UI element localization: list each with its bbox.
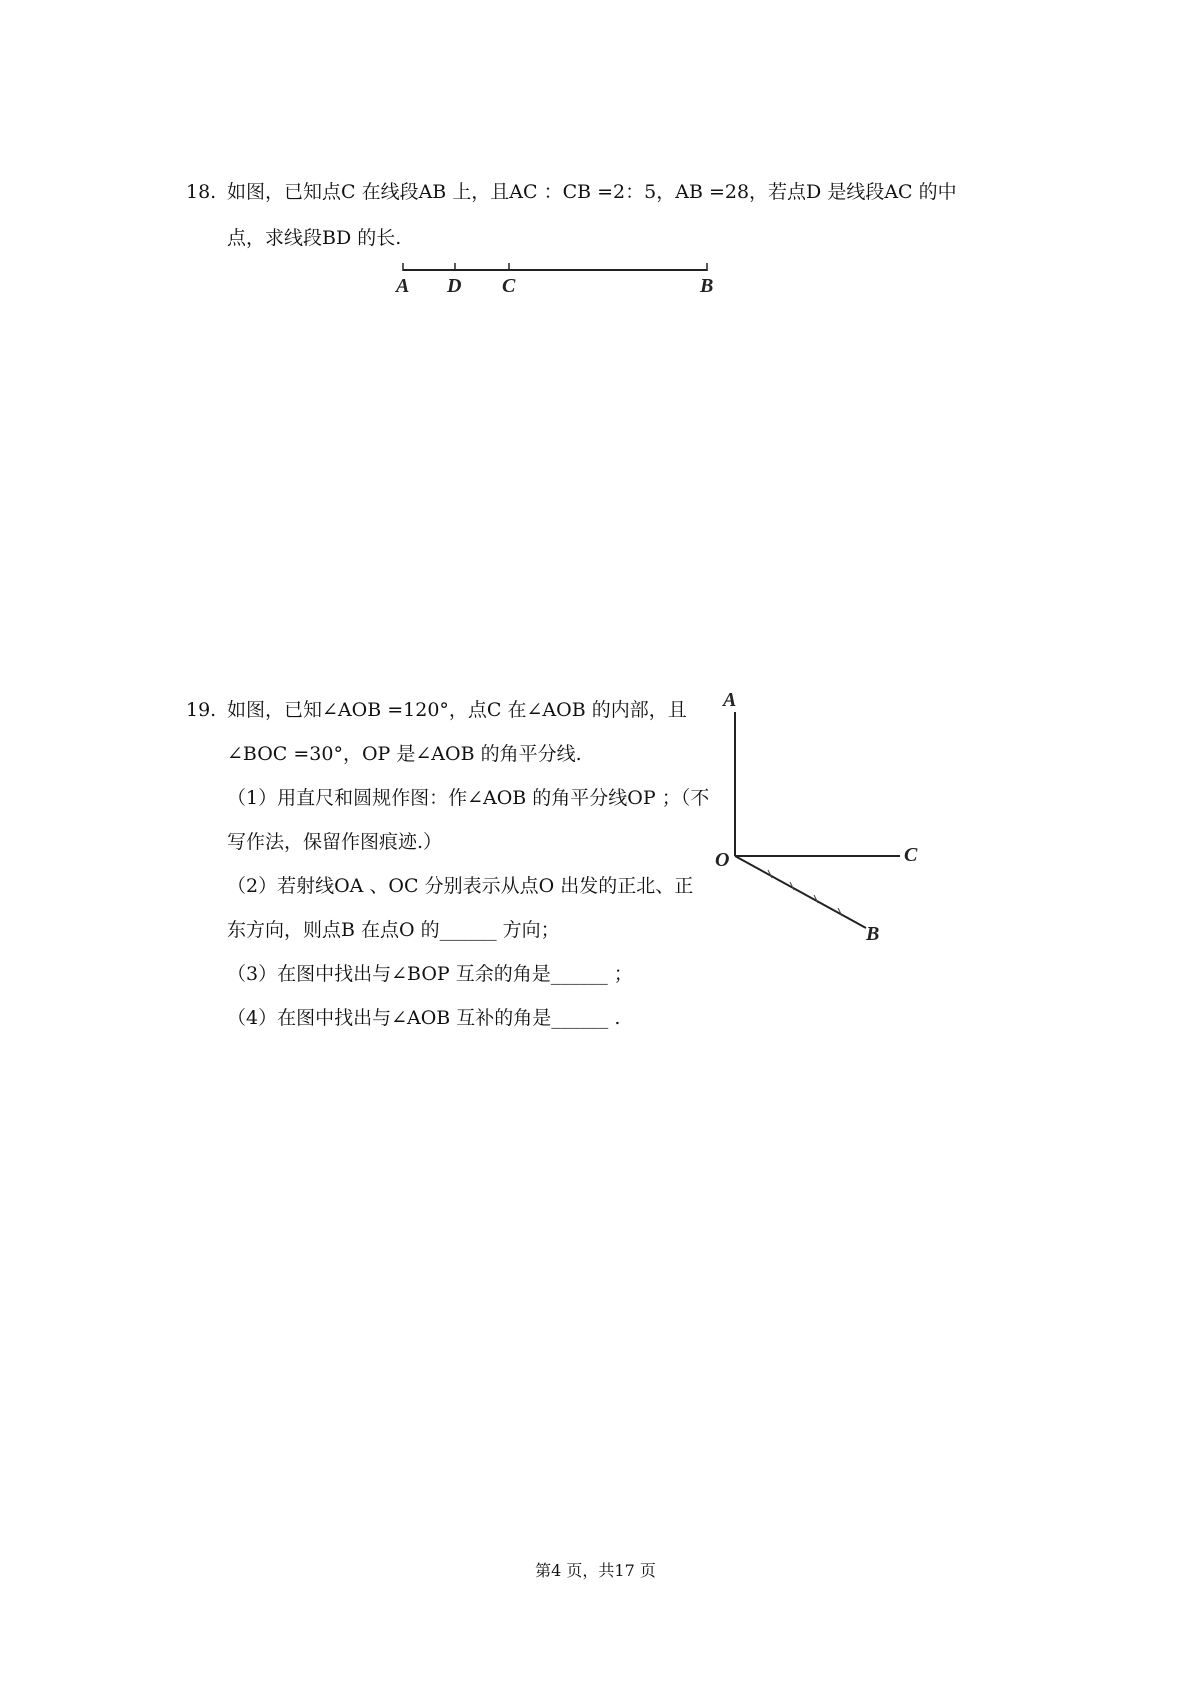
point-label-o: O (715, 849, 730, 871)
point-label-a: A (396, 275, 410, 297)
page-footer: 第4 页，共17 页 (535, 1561, 656, 1580)
point-label-d: D (447, 275, 462, 297)
point-label-a: A (723, 689, 737, 711)
point-label-c: C (502, 275, 516, 297)
sub-question-4: （4）在图中找出与∠AOB 互补的角是______ . (227, 1007, 621, 1029)
question-text-line: 东方向，则点B 在点O 的______ 方向； (227, 919, 560, 941)
ray-ob (735, 856, 866, 928)
question-text-line: 如图，已知点C 在线段AB 上，且AC ：CB =2：5，AB =28，若点D 是线段AC 的中 (227, 181, 957, 203)
sub-question-2: （2）若射线OA 、OC 分别表示从点O 出发的正北、正 (227, 875, 694, 897)
question-number: 18. (186, 181, 217, 203)
sub-question-1: （1）用直尺和圆规作图：作∠AOB 的角平分线OP ；（不 (227, 787, 710, 809)
question-number: 19. (186, 699, 217, 721)
sub-question-3: （3）在图中找出与∠BOP 互余的角是______ ； (227, 963, 633, 985)
question-text-line: ∠BOC =30°，OP 是∠AOB 的角平分线. (227, 743, 582, 765)
question-text-line: 点，求线段BD 的长. (227, 227, 402, 249)
point-label-c: C (904, 844, 918, 866)
point-label-b: B (700, 275, 714, 297)
point-label-b: B (866, 923, 880, 945)
question-text-line: 如图，已知∠AOB =120°，点C 在∠AOB 的内部，且 (227, 699, 687, 721)
question-text-line: 写作法，保留作图痕迹.） (227, 831, 443, 853)
